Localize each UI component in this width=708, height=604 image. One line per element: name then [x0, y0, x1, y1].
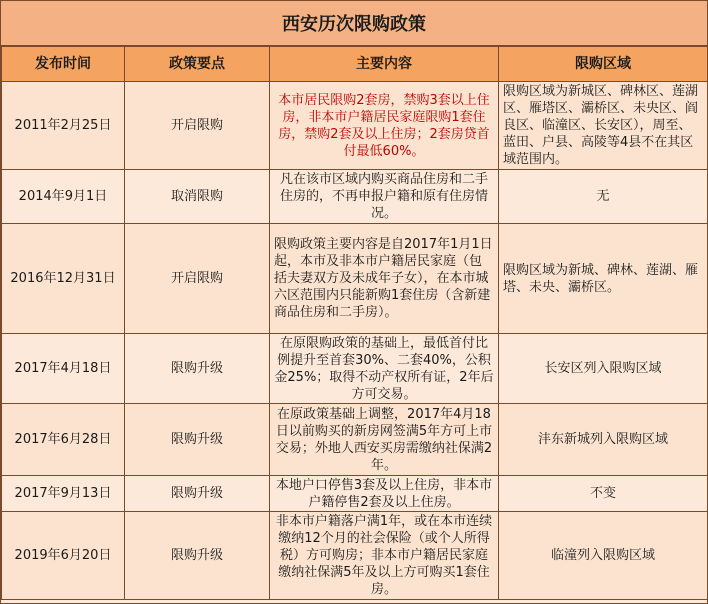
cell-region: 限购区域为新城、碑林、莲湖、雁塔、未央、灞桥区。 — [499, 224, 708, 334]
cell-point: 限购升级 — [125, 334, 270, 404]
page-title: 西安历次限购政策 — [1, 1, 707, 46]
cell-date: 2017年4月18日 — [2, 334, 125, 404]
cell-content: 本地户口停售3套及以上住房，非本市户籍停售2套及以上住房。 — [270, 476, 499, 512]
table-row — [2, 224, 708, 334]
cell-region: 临潼列入限购区域 — [499, 512, 708, 600]
table-row — [2, 170, 708, 224]
cell-date: 2016年12月31日 — [2, 224, 125, 334]
header-point: 政策要点 — [125, 47, 270, 82]
cell-region: 长安区列入限购区域 — [499, 334, 708, 404]
header-date: 发布时间 — [2, 47, 125, 82]
cell-region: 限购区域为新城区、碑林区、莲湖区、雁塔区、灞桥区、未央区、阎良区、临潼区、长安区），周至、蓝田、户县、高陵等4县不在其区域范围内。 — [499, 82, 708, 170]
cell-date: 2011年2月25日 — [2, 82, 125, 170]
cell-region: 沣东新城列入限购区域 — [499, 404, 708, 476]
cell-point: 开启限购 — [125, 82, 270, 170]
cell-region: 无 — [499, 170, 708, 224]
header-region: 限购区域 — [499, 47, 708, 82]
cell-date: 2014年9月1日 — [2, 170, 125, 224]
cell-point: 限购升级 — [125, 476, 270, 512]
table-row — [2, 82, 708, 170]
cell-point: 限购升级 — [125, 404, 270, 476]
table-row — [2, 476, 708, 512]
cell-point: 开启限购 — [125, 224, 270, 334]
cell-date: 2017年6月28日 — [2, 404, 125, 476]
cell-content: 在原限购政策的基础上，最低首付比例提升至首套30%、二套40%，公积金25%；取得不动产权所有证，2年后方可交易。 — [270, 334, 499, 404]
policy-table — [1, 46, 708, 600]
cell-content: 本市居民限购2套房，禁购3套以上住房，非本市户籍居民家庭限购1套住房，禁购2套及以上住房；2套房贷首付最低60%。 — [270, 82, 499, 170]
table-header-row — [2, 47, 708, 82]
table-row — [2, 512, 708, 600]
cell-date: 2019年6月20日 — [2, 512, 125, 600]
cell-content: 在原政策基础上调整，2017年4月18日以前购买的新房网签满5年方可上市交易；外地人西安买房需缴纳社保满2年。 — [270, 404, 499, 476]
cell-content: 非本市户籍落户满1年，或在本市连续缴纳12个月的社会保险（或个人所得税）方可购房；非本市户籍居民家庭缴纳社保满5年及以上方可购买1套住房。 — [270, 512, 499, 600]
cell-point: 取消限购 — [125, 170, 270, 224]
table-row — [2, 404, 708, 476]
cell-date: 2017年9月13日 — [2, 476, 125, 512]
cell-point: 限购升级 — [125, 512, 270, 600]
table-row — [2, 334, 708, 404]
cell-region: 不变 — [499, 476, 708, 512]
cell-content: 限购政策主要内容是自2017年1月1日起，本市及非本市户籍居民家庭（包括夫妻双方及未成年子女），在本市城六区范围内只能新购1套住房（含新建商品住房和二手房）。 — [270, 224, 499, 334]
cell-content: 凡在该市区域内购买商品住房和二手住房的，不再申报户籍和原有住房情况。 — [270, 170, 499, 224]
header-content: 主要内容 — [270, 47, 499, 82]
